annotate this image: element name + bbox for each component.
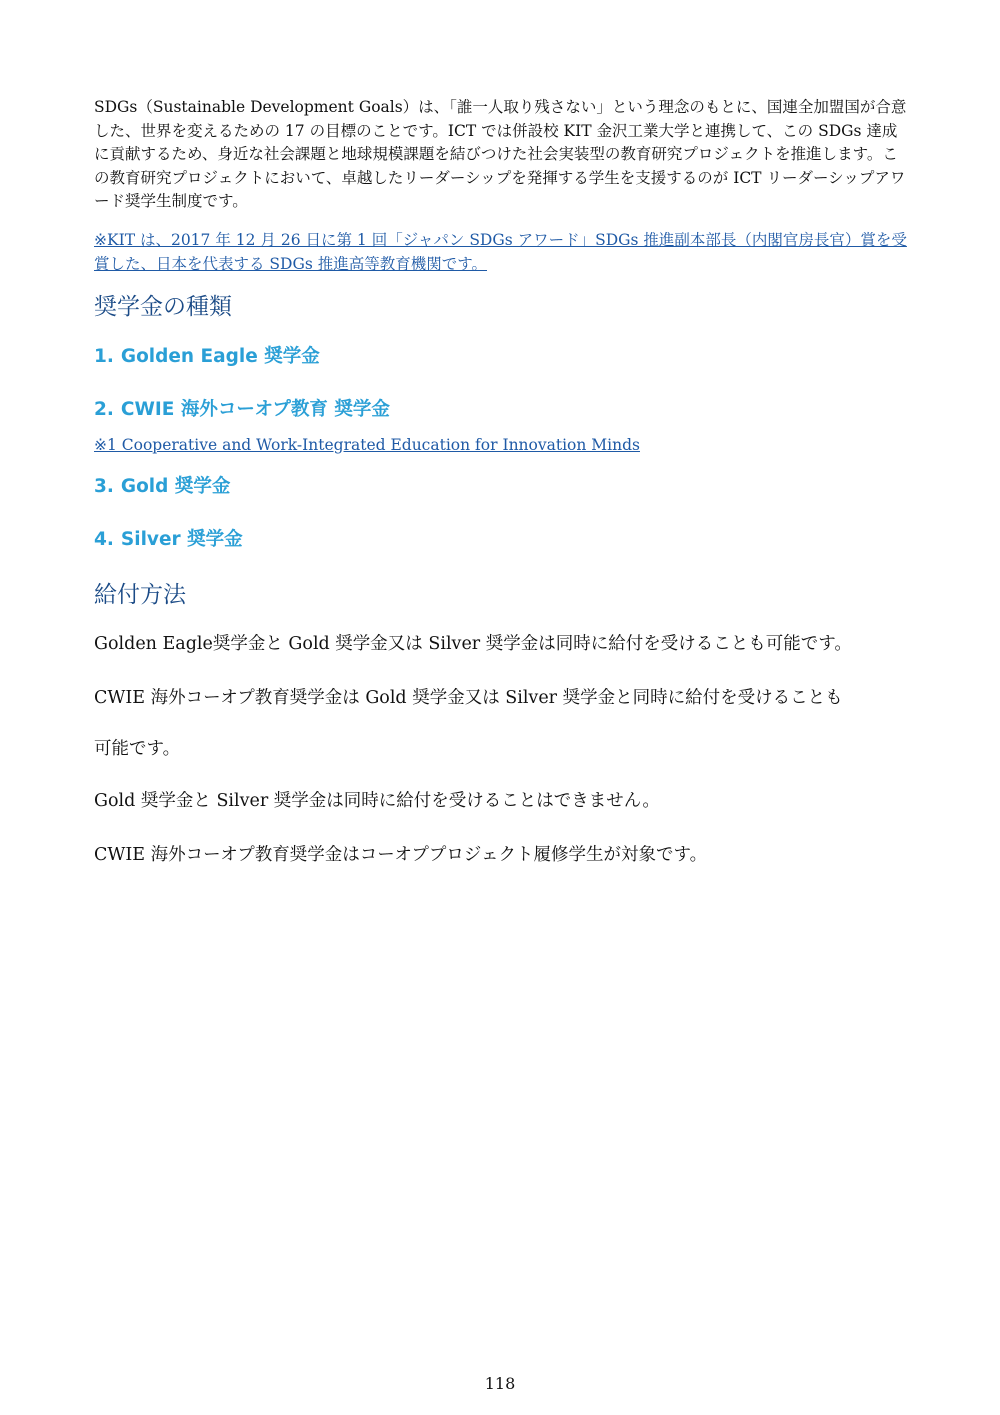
scholarship-item-2 bbox=[94, 395, 390, 421]
method-paragraph-2: CWIE 海外コーオプ教育奨学金は Gold 奨学金又は Silver 奨学金と同時に給付を受けることも bbox=[94, 688, 843, 708]
scholarship-item-3 bbox=[94, 472, 230, 498]
intro-paragraph: SDGs（Sustainable Development Goals）は、「誰一人取り残さない」という理念のもとに、国連全加盟国が合意した、世界を変えるための 17 の目標のことです。ICT では併設校 KIT 金沢工業大学と連携して、この SDGs 達成に貢献するため、身近な社会課題と地球規模課題を結びつけた社会実装型の教育研究プロジェクトを推進します。この教育研究プロジェクトにおいて、卓越したリーダーシップを発揮する学生を支援するのが ICT リーダーシップアワード奨学生制度です。 bbox=[94, 98, 907, 210]
method-paragraph-4: CWIE 海外コーオプ教育奨学金はコーオププロジェクト履修学生が対象です。 bbox=[94, 845, 708, 865]
scholarship-item-4 bbox=[94, 525, 243, 551]
item-number: 3. bbox=[94, 476, 114, 497]
item-label: Golden Eagle 奨学金 bbox=[120, 346, 320, 367]
item-number: 2. bbox=[94, 399, 114, 420]
scholarship-types-heading: 奨学金の種類 bbox=[94, 294, 232, 320]
page-number: 118 bbox=[484, 1374, 516, 1393]
kit-award-note-link[interactable]: ※KIT は、2017 年 12 月 26 日に第 1 回「ジャパン SDGs アワード」SDGs 推進副本部長（内閣官房長官）賞を受賞した、日本を代表する SDGs 推進高等教育機関です。 bbox=[94, 231, 907, 273]
method-paragraph-3: Gold 奨学金と Silver 奨学金は同時に給付を受けることはできません。 bbox=[94, 791, 660, 811]
method-paragraph-2-cont: 可能です。 bbox=[94, 739, 181, 759]
payment-method-heading: 給付方法 bbox=[94, 582, 186, 608]
item-number: 1. bbox=[94, 346, 114, 367]
item-label: CWIE 海外コーオプ教育 奨学金 bbox=[120, 399, 390, 420]
cwie-footnote-link[interactable]: ※1 Cooperative and Work-Integrated Education for Innovation Minds bbox=[94, 436, 640, 454]
item-number: 4. bbox=[94, 529, 114, 550]
method-paragraph-1: Golden Eagle奨学金と Gold 奨学金又は Silver 奨学金は同時に給付を受けることも可能です。 bbox=[94, 634, 852, 654]
item-label: Gold 奨学金 bbox=[120, 476, 231, 497]
item-label: Silver 奨学金 bbox=[120, 529, 243, 550]
scholarship-item-1 bbox=[94, 342, 320, 368]
